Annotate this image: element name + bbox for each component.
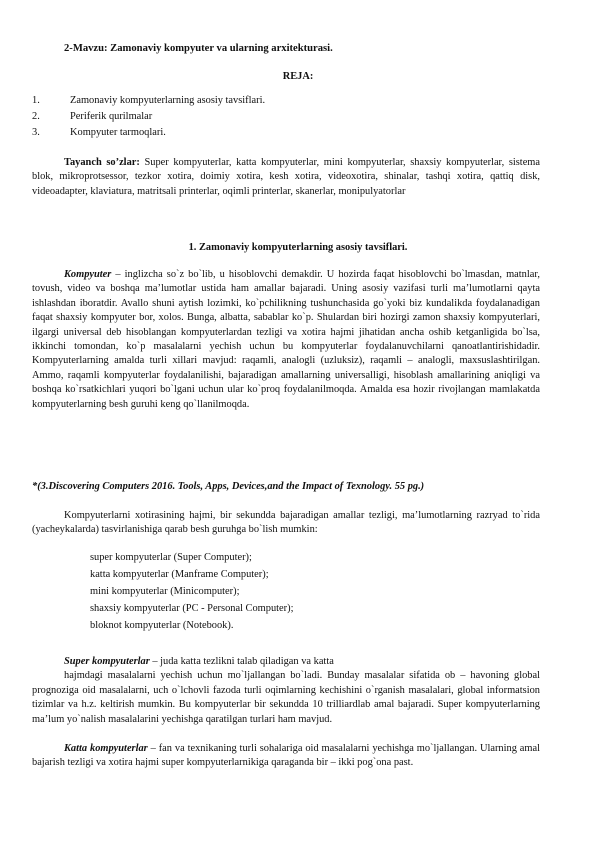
list-item-text: super kompyuterlar (Super Computer);	[90, 552, 252, 563]
super-paragraph	[32, 655, 540, 727]
list-item	[64, 585, 524, 602]
katta-term: Katta kompyuterlar	[64, 743, 148, 754]
keywords-text: Super kompyuterlar, katta kompyuterlar, mini kompyuterlar, shaxsiy kompyuterlar, sistema blok, mikroprotsessor, tezkor xotira, doimiy xotira, kesh xotira, videoxotira, shinalar, tashqi xotira, qattiq disk, videoadapter, klaviatura, matritsali printerlar, oqimli printerlar, skanerlar, monipulyatorlar	[32, 157, 541, 197]
kompyuter-term: Kompyuter	[64, 269, 112, 280]
plan-item-text: Kompyuter tarmoqlari.	[70, 127, 166, 138]
super-line1: – juda katta tezlikni talab qiladigan va katta	[149, 656, 334, 667]
list-item	[64, 602, 524, 619]
source-note: *(3.Discovering Computers 2016. Tools, Apps, Devices,and the Impact of Texnology. 55 pg.)	[32, 481, 425, 492]
super-text: hajmdagi masalalarni yechish uchun mo`ljallangan bo`ladi. Bunday masalalar sifatida ob – havoning global prognoziga oid masalalarni, uch o`lchovli fazoda turli oqimlarning kechishini o`rganish masalalari, global informatsion tizimlar va h.z. keltirish mumkin. Bu kompyuterlar bir sekundda 10 trilliardlab amal bajaradi. Super kompyuterlarning ma’lum yo`nalish masalalarini yechishga qaratilgan turlari ham mavjud.	[32, 670, 540, 725]
plan-heading: REJA:	[282, 71, 314, 82]
list-item-text: katta kompyuterlar (Manframe Computer);	[90, 569, 269, 580]
keywords-paragraph	[32, 156, 540, 199]
katta-paragraph	[32, 742, 540, 771]
plan-item	[32, 94, 532, 108]
keywords-label: Tayanch so’zlar:	[64, 157, 140, 168]
bullet-list	[64, 551, 524, 636]
plan-item-number: 1.	[32, 95, 40, 106]
kompyuter-text: – inglizcha so`z bo`lib, u hisoblovchi demakdir. U hozirda faqat hisoblovchi bo`lmasdan, matnlar, tovush, video va boshqa ma’lumotlar ustida ham amallar bajaradi. Uning asosiy vazifasi turli ma’lumotlarni qayta ishlashdan iboratdir. Avallo shuni aytish lozimki, ko`pchilikning tushunchasida go`yoki biz kundalikda foydalanadigan faqat shaxsiy kompyuter bor, xolos. Bunga, albatta, sabablar ko`p. Shulardan biri hozirgi zamon shaxsiy kompyuterlari, ilgargi universal deb hisoblangan kompyuterlardan tezligi va xotira hajmi jihatidan ancha oshib ketganligida bo`lsa, ikkinchi tomondan, ko`p masalalarni yechish uchun bu kompyuterlar foydalanuvchilarni qanoatlantirishidadir. Kompyuterlarning amalda turli xillari mavjud: raqamli, analogli (uzluksiz), raqamli – analogli, maxsuslashtirilgan. Ammo, raqamli kompyuterlar foydalanilishi, bajaradigan amallarning universalligi, hisoblash amallarining aniqligi va boshqa ko`rsatkichlari yuqori bo`lgani uchun ular ko`proq foydalanilmoqda. Amalda esa hozir rivojlangan mamlakatda kompyuterlarning besh guruhi keng qo`llanilmoqda.	[32, 269, 540, 410]
katta-text: – fan va texnikaning turli sohalariga oid masalalarni yechishga mo`ljallangan. Ularning amal bajarish tezligi va xotira hajmi super kompyuterlarnikiga qaraganda bir – ikki pog`ona past.	[32, 743, 540, 769]
groups-text: Kompyuterlarni xotirasining hajmi, bir sekundda bajaradigan amallar tezligi, ma’lumotlarning razryad to`rida (yacheykalarda) tasvirlanishiga qarab besh guruhga bo`lish mumkin:	[32, 510, 540, 536]
list-item	[64, 551, 524, 568]
super-term: Super kompyuterlar	[64, 656, 150, 667]
list-item-text: shaxsiy kompyuterlar (PC - Personal Computer);	[90, 603, 294, 614]
plan-item-number: 2.	[32, 111, 40, 122]
plan-item-text: Zamonaviy kompyuterlarning asosiy tavsiflari.	[70, 95, 266, 106]
kompyuter-paragraph	[32, 268, 540, 412]
plan-item-number: 3.	[32, 127, 40, 138]
groups-paragraph	[32, 509, 540, 538]
plan-item	[32, 126, 532, 140]
plan-item	[32, 110, 532, 124]
section-heading: 1. Zamonaviy kompyuterlarning asosiy tavsiflari.	[188, 242, 408, 253]
page-title: 2-Mavzu: Zamonaviy kompyuter va ularning arxitekturasi.	[64, 43, 333, 54]
list-item	[64, 568, 524, 585]
list-item-text: bloknot kompyuterlar (Notebook).	[90, 620, 234, 631]
list-item	[64, 619, 524, 636]
list-item-text: mini kompyuterlar (Minicomputer);	[90, 586, 240, 597]
plan-item-text: Periferik qurilmalar	[70, 111, 153, 122]
